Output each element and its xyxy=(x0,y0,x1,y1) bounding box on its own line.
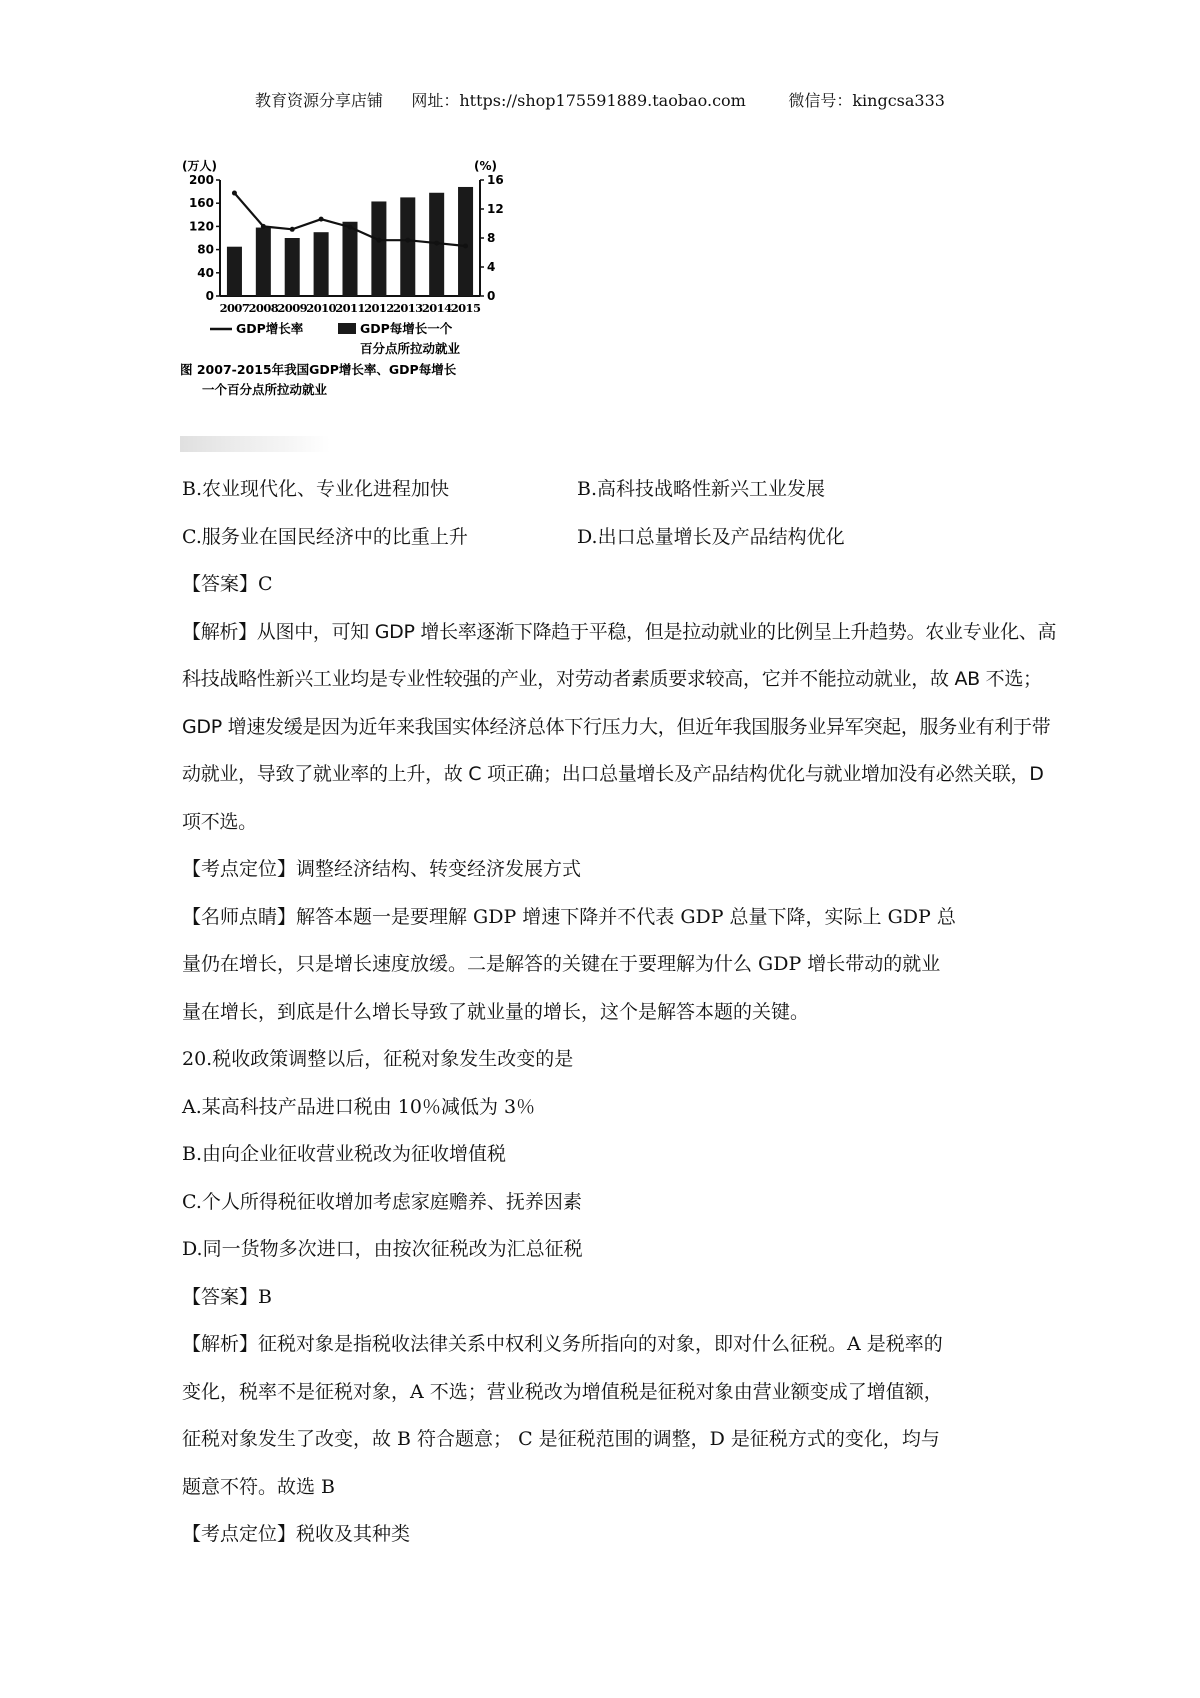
chart-svg xyxy=(180,158,550,438)
q19-option-d: D.出口总量增长及产品结构优化 xyxy=(577,525,845,548)
gdp-growth-point xyxy=(319,217,324,222)
left-tick-label: 200 xyxy=(188,173,214,187)
x-tick-label: 2011 xyxy=(335,301,365,315)
q19-tip-line: 【名师点睛】解答本题一是要理解 GDP 增速下降并不代表 GDP 总量下降，实际上 GDP 总 xyxy=(182,905,956,928)
x-tick-label: 2009 xyxy=(277,301,308,315)
q20-option-d: D.同一货物多次进口，由按次征税改为汇总征税 xyxy=(182,1238,583,1260)
x-tick-label: 2008 xyxy=(248,301,279,315)
q20-analysis-line: 征税对象发生了改变，故 B 符合题意； C 是征税范围的调整，D 是征税方式的变化，均与 xyxy=(182,1428,940,1450)
left-axis-unit: (万人) xyxy=(182,159,217,173)
left-tick-label: 160 xyxy=(188,196,214,211)
scan-smudge xyxy=(180,436,330,452)
gdp-chart xyxy=(180,158,550,438)
q19-analysis-line: GDP 增速发缓是因为近年来我国实体经济总体下行压力大，但近年我国服务业异军突起，服务业有利于带 xyxy=(182,715,1051,738)
wechat-id: 微信号：kingcsa333 xyxy=(788,91,945,110)
employment-bar xyxy=(285,238,300,296)
q19-option-b: B.高科技战略性新兴工业发展 xyxy=(577,478,826,500)
q19-analysis-line: 【解析】从图中，可知 GDP 增长率逐渐下降趋于平稳，但是拉动就业的比例呈上升趋势。农业专业化、高 xyxy=(182,620,1057,643)
gdp-growth-point xyxy=(405,238,410,243)
q19-options-row-2 xyxy=(182,514,1132,562)
left-tick-label: 80 xyxy=(197,242,214,257)
q20-point: 【考点定位】税收及其种类 xyxy=(182,1523,411,1545)
shop-name: 教育资源分享店铺 xyxy=(255,91,384,110)
q19-tip-line: 量在增长，到底是什么增长导致了就业量的增长，这个是解答本题的关键。 xyxy=(182,1000,810,1023)
page-header xyxy=(0,88,1200,111)
q19-answer: 【答案】C xyxy=(182,573,273,595)
x-tick-label: 2010 xyxy=(306,301,336,315)
legend-line-label: GDP增长率 xyxy=(236,321,304,336)
q19-options-row-1 xyxy=(182,466,1132,514)
left-tick-label: 40 xyxy=(197,265,214,280)
x-tick-label: 2015 xyxy=(450,301,481,315)
q20-analysis-line: 题意不符。故选 B xyxy=(182,1475,336,1498)
q19-analysis-line: 科技战略性新兴工业均是专业性较强的产业，对劳动者素质要求较高，它并不能拉动就业，故 AB 不选； xyxy=(182,668,1042,690)
x-tick-label: 2014 xyxy=(421,301,452,315)
q20-option-a: A.某高科技产品进口税由 10％减低为 3％ xyxy=(182,1095,536,1118)
right-tick-label: 4 xyxy=(487,260,496,274)
q20-answer: 【答案】B xyxy=(182,1285,272,1308)
q20-option-b: B.由向企业征收营业税改为征收增值税 xyxy=(182,1143,507,1165)
q20-analysis-line: 变化，税率不是征税对象，A 不选；营业税改为增值税是征税对象由营业额变成了增值额， xyxy=(182,1380,943,1403)
q19-option-a: B.农业现代化、专业化进程加快 xyxy=(182,478,450,500)
employment-bar xyxy=(371,201,386,296)
employment-bar xyxy=(256,228,271,296)
q20-option-c: C.个人所得税征收增加考虑家庭赡养、抚养因素 xyxy=(182,1190,582,1213)
gdp-growth-point xyxy=(261,224,266,229)
gdp-growth-point xyxy=(376,238,381,243)
document-body xyxy=(182,466,1132,1559)
right-axis-unit: (%) xyxy=(474,159,497,173)
employment-bar xyxy=(227,247,242,296)
x-tick-label: 2013 xyxy=(392,301,423,315)
right-tick-label: 8 xyxy=(487,231,496,245)
q19-tip-line: 量仍在增长，只是增长速度放缓。二是解答的关键在于要理解为什么 GDP 增长带动的就业 xyxy=(182,953,941,975)
shop-url: 网址：https://shop175591889.taobao.com xyxy=(411,91,746,110)
q19-analysis-line: 项不选。 xyxy=(182,810,257,833)
x-tick-label: 2007 xyxy=(219,301,250,315)
chart-caption-line-2: 一个百分点所拉动就业 xyxy=(202,382,328,397)
employment-bar xyxy=(342,222,357,296)
chart-caption-line-1: 图 2007-2015年我国GDP增长率、GDP每增长 xyxy=(180,362,457,377)
legend-bar-swatch xyxy=(338,323,356,334)
gdp-growth-point xyxy=(290,227,295,232)
right-tick-label: 0 xyxy=(487,289,496,303)
employment-bar xyxy=(314,232,329,296)
q19-analysis-line: 动就业，导致了就业率的上升，故 C 项正确；出口总量增长及产品结构优化与就业增加没有必然关联，D xyxy=(182,763,1044,785)
gdp-growth-point xyxy=(434,241,439,246)
gdp-growth-point xyxy=(463,243,468,248)
legend-bar-label-1: GDP每增长一个 xyxy=(360,321,453,336)
right-tick-label: 16 xyxy=(487,173,504,187)
right-tick-label: 12 xyxy=(487,202,504,216)
q19-point: 【考点定位】调整经济结构、转变经济发展方式 xyxy=(182,858,582,880)
q20-stem: 20.税收政策调整以后，征税对象发生改变的是 xyxy=(182,1048,574,1070)
q19-option-c: C.服务业在国民经济中的比重上升 xyxy=(182,525,468,548)
employment-bar xyxy=(400,197,415,296)
q20-analysis-line: 【解析】征税对象是指税收法律关系中权利义务所指向的对象，即对什么征税。A 是税率的 xyxy=(182,1333,943,1355)
legend-bar-label-2: 百分点所拉动就业 xyxy=(360,341,461,356)
gdp-growth-point xyxy=(232,191,237,196)
gdp-growth-point xyxy=(348,225,353,230)
left-tick-label: 120 xyxy=(188,219,214,234)
x-tick-label: 2012 xyxy=(364,301,394,315)
employment-bar xyxy=(458,187,473,296)
left-tick-label: 0 xyxy=(205,289,214,303)
